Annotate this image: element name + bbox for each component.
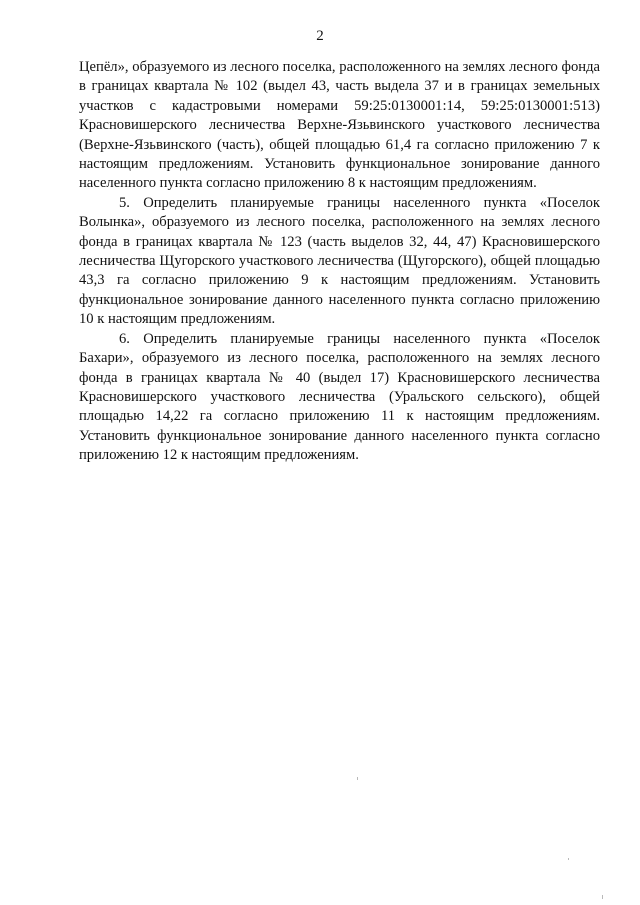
scan-artifact xyxy=(602,895,603,899)
scan-artifact xyxy=(357,777,358,780)
paragraph-item-6: 6. Определить планируемые границы населенного пункта «Поселок Бахари», образуемого из лесного поселка, расположенного на землях лесного фонда в границах квартала № 40 (выдел 17) Красновишерского лесничества Красновишерского участкового лесничества (Уральского сельского), общей площадью 14,22 га согласно приложению 11 к настоящим предложениям. Установить функциональное зонирование данного населенного пункта согласно приложению 12 к настоящим предложениям. xyxy=(79,330,600,464)
scan-artifact xyxy=(568,858,569,860)
paragraph-continuation: Цепёл», образуемого из лесного поселка, расположенного на землях лесного фонда в границах квартала № 102 (выдел 43, часть выдела 37 и в границах земельных участков с кадастровыми номерами 59:25:0130001:14, 59:25:0130001:513) Красновишерского лесничества Верхне-Язьвинского участкового лесничества (Верхне-Язьвинского (часть), общей площадью 61,4 га согласно приложению 7 к настоящим предложениям. Установить функциональное зонирование данного населенного пункта согласно приложению 8 к настоящим предложениям. xyxy=(79,59,600,192)
page-number: 2 xyxy=(316,28,324,44)
document-body xyxy=(79,58,600,466)
paragraph-item-5: 5. Определить планируемые границы населенного пункта «Поселок Волынка», образуемого из лесного поселка, расположенного на землях лесного фонда в границах квартала № 123 (часть выделов 32, 44, 47) Красновишерского лесничества Щугорского участкового лесничества (Щугорского), общей площадью 43,3 га согласно приложению 9 к настоящим предложениям. Установить функциональное зонирование данного населенного пункта согласно приложению 10 к настоящим предложениям. xyxy=(79,194,600,328)
